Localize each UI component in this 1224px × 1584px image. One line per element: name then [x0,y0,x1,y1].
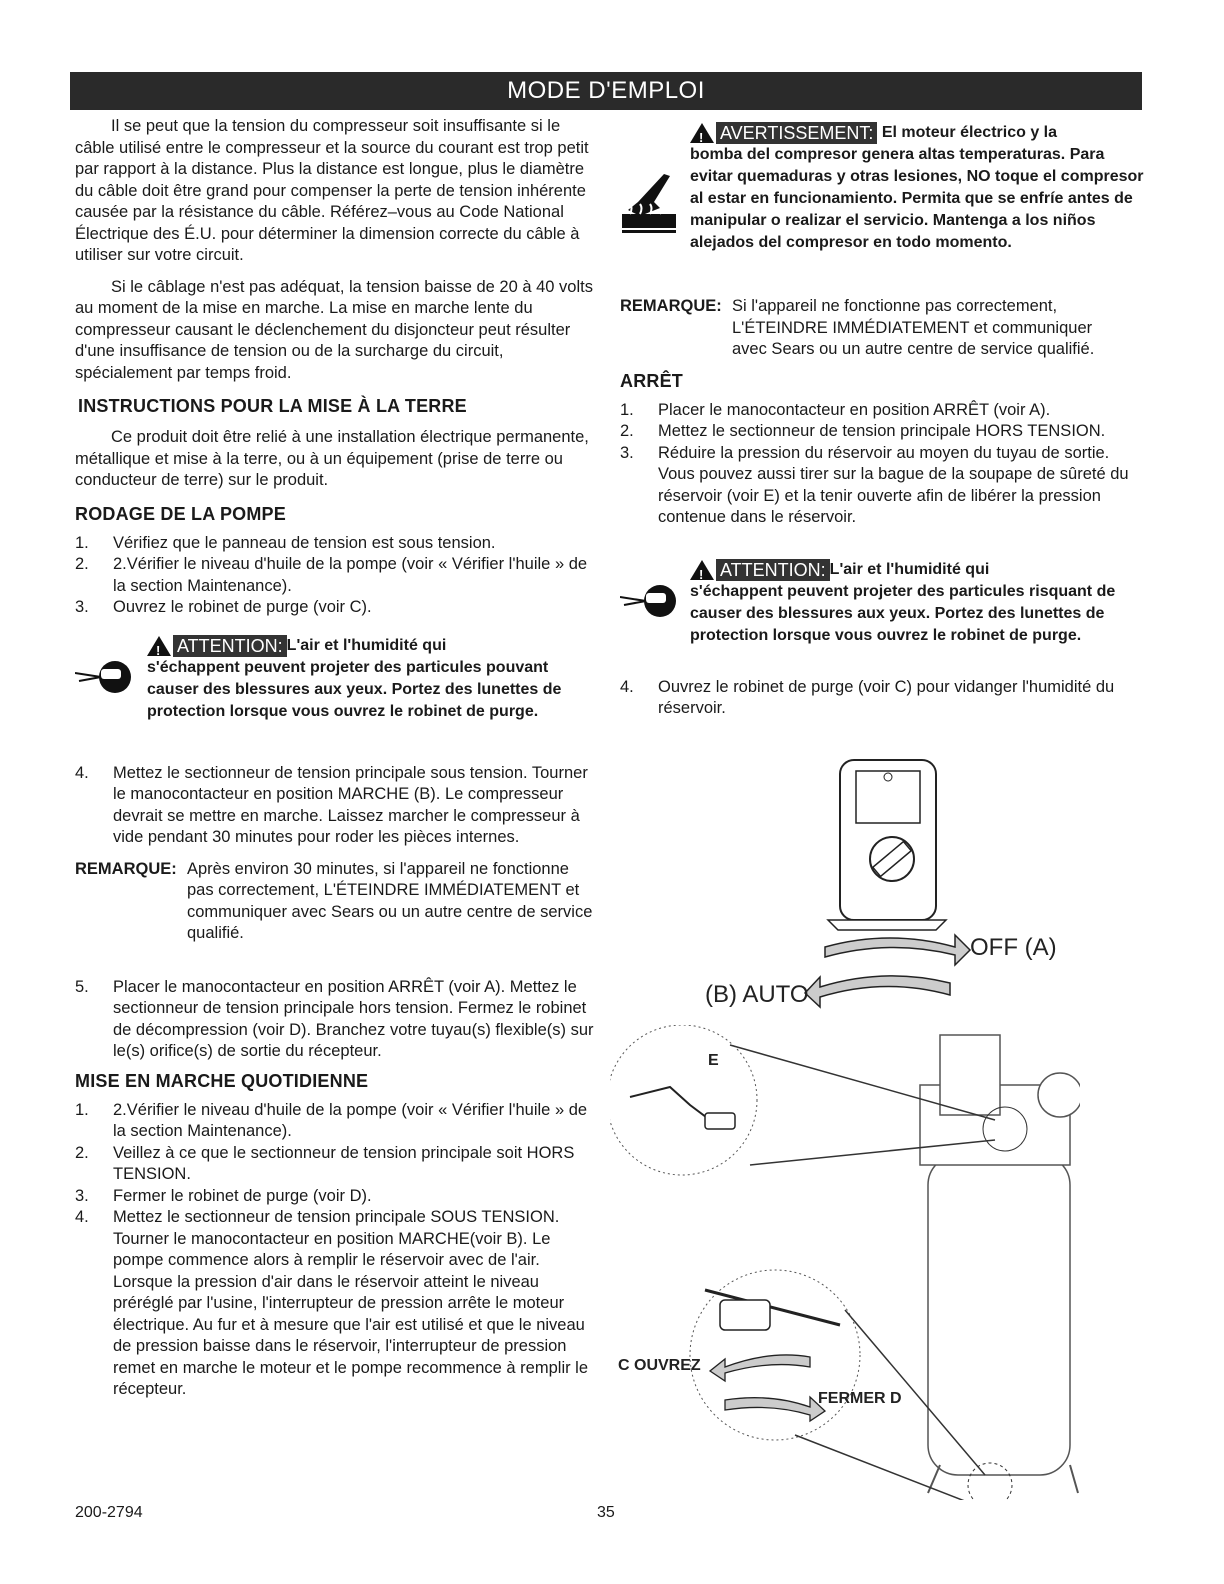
attention-block-right: !ATTENTION: L'air et l'humidité qui s'échappent peuvent projeter des particules risquant de causer des blessures aux yeux. Portez des lunettes de protection lorsque vous ouvrez le robinet de purge. [620,559,1145,671]
page-title-banner [70,72,1142,110]
list-item: 4. Mettez le sectionneur de tension principale SOUS TENSION. Tourner le manocontacteur en position MARCHE(voir B). Le pompe commence alors à remplir le réservoir avec de l'air. Lorsque la pression d'air dans le réservoir atteint le niveau préréglé par l'usine, l'interrupteur de pression arrête le moteur électrique. Au fur et à mesure que l'air est utilisé et que le niveau de pression baisse dans le réservoir, l'interrupteur de pression remet en marche le moteur et le pompe recommence à remplir le récepteur. [75,1208,589,1398]
daily-list [75,1100,595,1401]
warning-triangle-icon [147,636,171,656]
off-label: OFF (A) [970,934,1057,961]
attention-block-left: !ATTENTION: L'air et l'humidité qui s'échappent peuvent projeter des particules pouvant causer des blessures aux yeux. Portez des lunettes de protection lorsque vous ouvrez le robinet de purge. [75,635,595,755]
goggles-icon [75,655,135,699]
grounding-heading: INSTRUCTIONS POUR LA MISE À LA TERRE [78,396,467,416]
list-item: 2. 2.Vérifier le niveau d'huile de la pompe (voir « Vérifier l'huile » de la section Maintenance). [75,555,588,595]
attention-text: s'échappent peuvent projeter des particules pouvant causer des blessures aux yeux. Portez des lunettes de protection lorsque vous ouvrez le robinet de purge. [147,658,562,720]
auto-label: (B) AUTO [705,981,809,1008]
arret-heading: ARRÊT [620,370,683,391]
hot-surface-icon [620,172,678,234]
grounding-paragraph: Ce produit doit être relié à une installation électrique permanente, métallique et mise à la terre, ou à un équipement (prise de terre ou conducteur de terre) sur le produit. [75,428,589,489]
note-left [75,859,595,945]
goggles-icon [620,579,680,623]
open-c-label: C OUVREZ [618,1357,701,1374]
arret-list [620,400,1145,529]
list-item: 3. Fermer le robinet de purge (voir D). [75,1186,372,1205]
intro-paragraph-2: Si le câblage n'est pas adéquat, la tension baisse de 20 à 40 volts au moment de la mise en marche. La mise en marche lente du compresseur causant le déclenchement du disjoncteur peut résulter d'une insuffisance de tension ou de la surcharge du circuit, spécialement par temps froid. [75,277,593,382]
attention-text: s'échappent peuvent projeter des particules risquant de causer des blessures aux yeux. Portez des lunettes de protection lorsque vous ouvrez le robinet de purge. [690,582,1116,644]
list-item: 3. Ouvrez le robinet de purge (voir C). [75,598,372,616]
list-item: 4. Ouvrez le robinet de purge (voir C) pour vidanger l'humidité du réservoir. [620,677,1115,717]
warning-text: bomba del compresor genera altas temperaturas. Para evitar quemaduras y otras lesiones, NO toque el compresor al estar en funcionamiento. Permita que se enfríe antes de manipular o realizar el servicio. Mantenga a los niños alejados del compresor en todo momento. [690,146,1144,251]
list-item: 1. Placer le manocontacteur en position ARRÊT (voir A). [620,400,1051,419]
warning-block: !AVERTISSEMENT: El moteur électrico y la bomba del compresor genera altas temperaturas. Para evitar quemaduras y otras lesiones, NO toque el compresor al estar en funcionamiento. Permita que se enfríe antes de manipular o realizar el servicio. Mantenga a los niños alejados del compresor en todo momento. [620,122,1145,292]
note-label: REMARQUE: [75,859,177,878]
document-number: 200-2794 [75,1504,143,1521]
list-item: 2. Mettez le sectionneur de tension principale HORS TENSION. [620,422,1106,440]
valve-e-label: E [708,1052,719,1069]
list-item: 4. Mettez le sectionneur de tension principale sous tension. Tourner le manocontacteur en position MARCHE (B). Le compresseur devrait se mettre en marche. Laissez marcher le compresseur à vide pendant 30 minutes pour roder les pièces internes. [75,763,588,846]
warning-triangle-icon [690,123,714,143]
note-right: REMARQUE: Si l'appareil ne fonctionne pas correctement, L'ÉTEINDRE IMMÉDIATEMENT et communiquer avec Sears ou un autre centre de service qualifié. [620,297,1095,358]
warning-badge: AVERTISSEMENT: [716,122,877,144]
list-item: 5. Placer le manocontacteur en position ARRÊT (voir A). Mettez le sectionneur de tension principale hors tension. Fermez le robinet de décompression (voir D). Branchez votre tuyau(s) flexible(s) sur le(s) orifice(s) de sortie du récepteur. [75,977,594,1060]
list-item: 1. 2.Vérifier le niveau d'huile de la pompe (voir « Vérifier l'huile » de la section Maintenance). [75,1100,588,1140]
attention-badge: ATTENTION: [716,559,830,581]
list-item: 2. Veillez à ce que le sectionneur de tension principale soit HORS TENSION. [75,1143,575,1183]
note-label: REMARQUE: [620,297,722,315]
warning-triangle-icon [690,560,714,580]
pressure-switch-diagram [610,755,1080,1020]
list-item: 3. Réduire la pression du réservoir au moyen du tuyau de sortie. Vous pouvez aussi tirer sur la bague de la soupape de sûreté du réservoir (voir E) et la tenir ouverte afin de libérer la pression contenue dans le réservoir. [620,443,1129,526]
intro-paragraph-1: Il se peut que la tension du compresseur soit insuffisante si le câble utilisé entre le compresseur et la source du courant est trop petit par rapport à la distance. Plus la distance est longue, plus le diamètre du câble doit être grand pour compenser la perte de tension inhérente causée par la résistance du câble. Référez–vous au Code National Électrique des É.U. pour déterminer la dimension correcte du câble à utiliser sur votre circuit. [75,117,589,264]
rodage-list [75,533,595,619]
right-column [620,122,1145,720]
compressor-diagram [610,1025,1080,1500]
page-number: 35 [597,1504,615,1521]
rodage-heading: RODAGE DE LA POMPE [75,503,286,524]
note-text: Après environ 30 minutes, si l'appareil ne fonctionne pas correctement, L'ÉTEINDRE IMMÉDIATEMENT et communiquer avec Sears ou un autre centre de service qualifié. [187,859,593,942]
page-title: MODE D'EMPLOI [507,77,705,104]
attention-badge: ATTENTION: [173,635,287,657]
left-column [75,116,595,1401]
list-item: 1. Vérifiez que le panneau de tension est sous tension. [75,533,496,552]
close-d-label: FERMER D [818,1390,902,1407]
daily-start-heading: MISE EN MARCHE QUOTIDIENNE [75,1070,369,1091]
